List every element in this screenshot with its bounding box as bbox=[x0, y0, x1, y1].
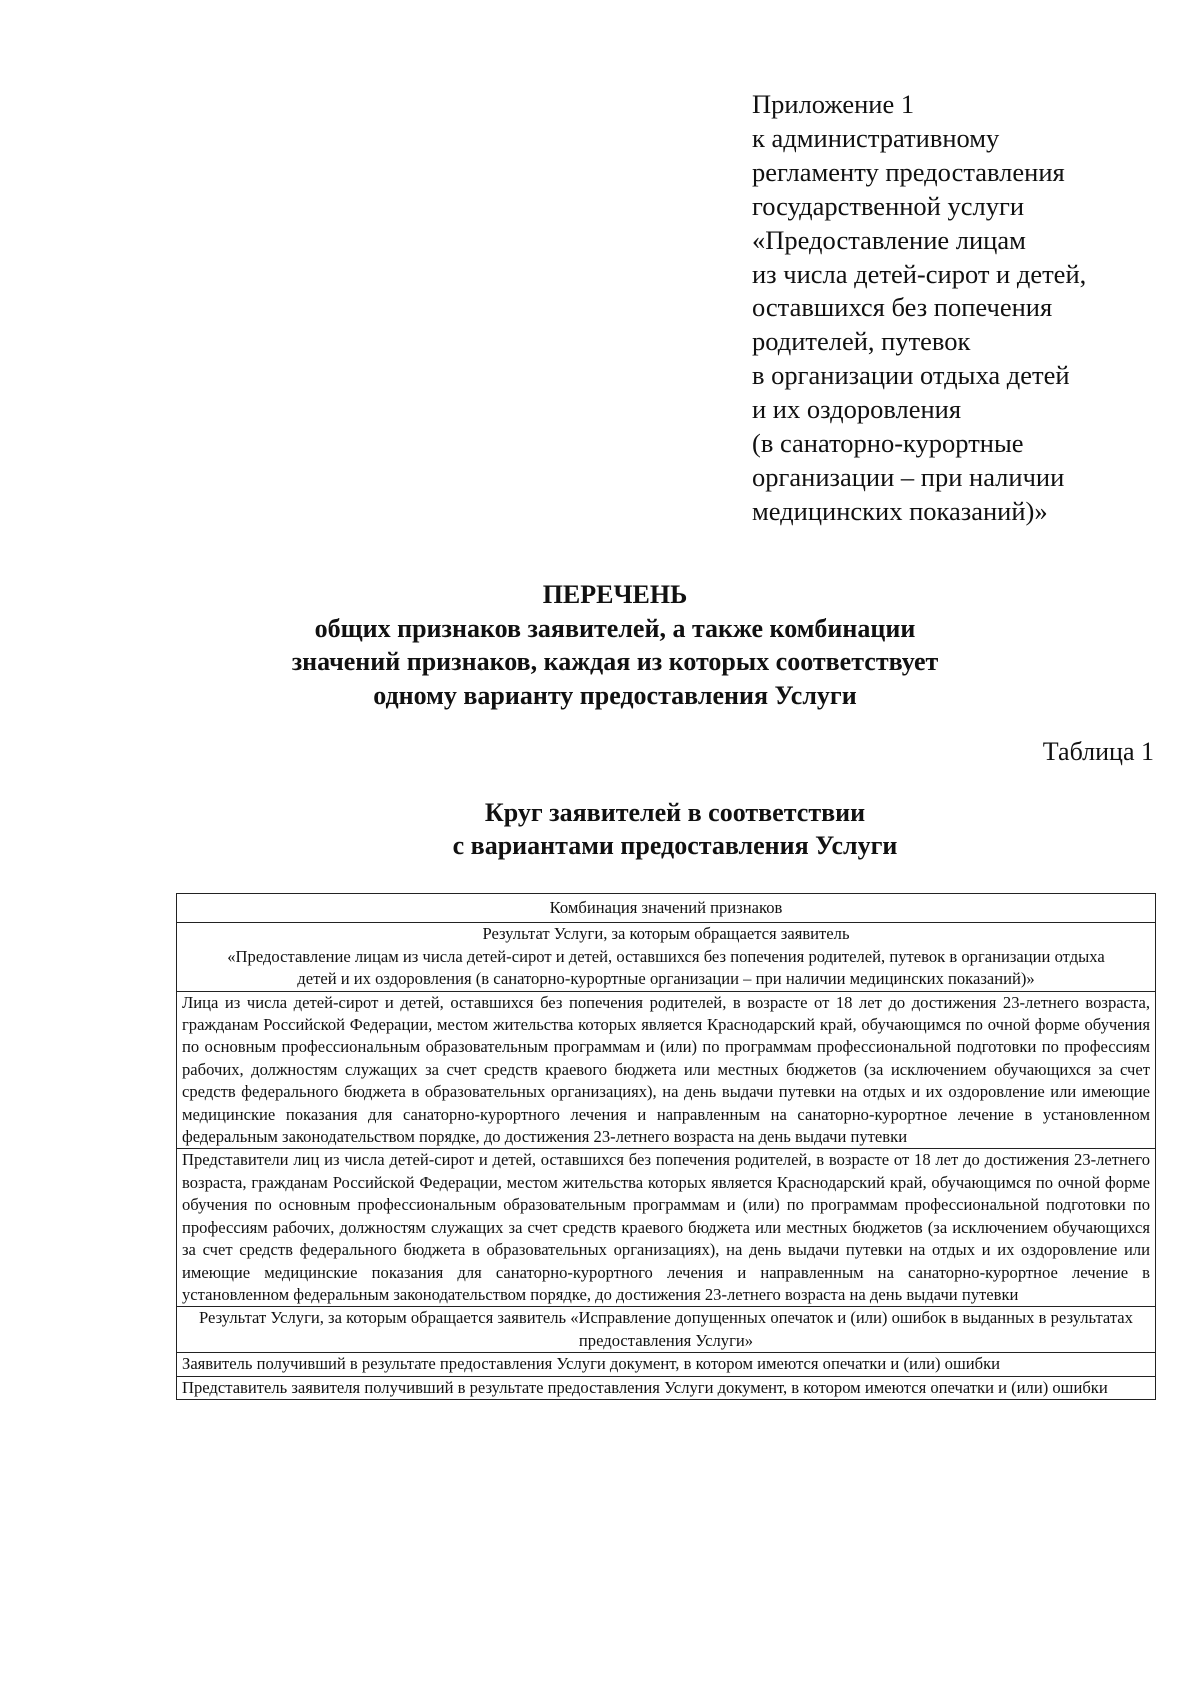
table-row bbox=[177, 1376, 1156, 1399]
appendix-line: оставшихся без попечения bbox=[752, 292, 1053, 323]
appendix-line: в организации отдыха детей bbox=[752, 360, 1070, 391]
table-header-row bbox=[177, 894, 1156, 923]
title-main: ПЕРЕЧЕНЬ bbox=[542, 580, 688, 609]
appendix-line: медицинских показаний)» bbox=[752, 495, 1048, 526]
table-title-line: с вариантами предоставления Услуги bbox=[452, 831, 898, 860]
appendix-line: организации – при наличии bbox=[752, 461, 1065, 492]
table-row bbox=[177, 991, 1156, 1149]
appendix-line: Приложение 1 bbox=[752, 89, 915, 119]
table-title-line: Круг заявителей в соответствии bbox=[484, 798, 866, 827]
table-number-label: Таблица 1 bbox=[1042, 737, 1154, 766]
appendix-line: из числа детей-сирот и детей, bbox=[752, 258, 1087, 289]
document-title bbox=[180, 578, 1050, 712]
applicants-table bbox=[176, 893, 1156, 1400]
table-section-row bbox=[177, 923, 1156, 991]
appendix-line: «Предоставление лицам bbox=[752, 224, 1026, 255]
title-line: значений признаков, каждая из которых соответствует bbox=[291, 647, 939, 676]
appendix-line: и их оздоровления bbox=[752, 394, 962, 425]
table-header-cell: Комбинация значений признаков bbox=[177, 894, 1156, 923]
table-row bbox=[177, 1353, 1156, 1376]
section-result-cell: Результат Услуги, за которым обращается заявитель «Исправление допущенных опечаток и (или) ошибок в выданных в результатах предоставления Услуги» bbox=[177, 1307, 1156, 1353]
section-result-label: Результат Услуги, за которым обращается заявитель bbox=[482, 924, 850, 944]
table-section-row bbox=[177, 1307, 1156, 1353]
appendix-line: (в санаторно-курортные bbox=[752, 428, 1024, 459]
section-result-name: «Предоставление лицам из числа детей-сирот и детей, оставшихся без попечения родителей, путевок в организации отдыха детей и их оздоровления (в санаторно-курортные организации – при наличии медицинских показаний)» bbox=[227, 946, 1105, 989]
appendix-line: родителей, путевок bbox=[752, 326, 971, 357]
appendix-block bbox=[752, 88, 1172, 529]
title-line: общих признаков заявителей, а также комбинации bbox=[314, 613, 916, 643]
table-row bbox=[177, 1149, 1156, 1307]
table-cell: Лица из числа детей-сирот и детей, оставшихся без попечения родителей, в возрасте от 18 лет до достижения 23-летнего возраста, гражданам Российской Федерации, местом жительства которых является Краснодарский край, обучающимся по очной форме обучения по основным профессиональным образовательным программам и (или) по программам профессиональной подготовки по профессиям рабочих, должностям служащих за счет средств краевого бюджета или местных бюджетов (за исключением обучающихся за счет средств федерального бюджета в образовательных организациях), на день выдачи путевки на отдых и их оздоровление или имеющие медицинские показания для санаторно-курортного лечения и направленным на санаторно-курортное лечение в установленном федеральным законодательством порядке, до достижения 23-летнего возраста на день выдачи путевки bbox=[177, 991, 1156, 1149]
table-cell: Заявитель получивший в результате предоставления Услуги документ, в котором имеются опечатки и (или) ошибки bbox=[177, 1353, 1156, 1376]
table-title bbox=[300, 796, 1050, 862]
title-line: одному варианту предоставления Услуги bbox=[373, 680, 857, 710]
appendix-line: к административному bbox=[752, 122, 1000, 153]
section-result-cell bbox=[177, 923, 1156, 991]
table-cell: Представители лиц из числа детей-сирот и детей, оставшихся без попечения родителей, в возрасте от 18 лет до достижения 23-летнего возраста, гражданам Российской Федерации, местом жительства которых является Краснодарский край, обучающимся по очной форме обучения по основным профессиональным образовательным программам и (или) по программам профессиональной подготовки по профессиям рабочих, должностям служащих за счет средств краевого бюджета или местных бюджетов (за исключением обучающихся за счет средств федерального бюджета в образовательных организациях), на день выдачи путевки на отдых и их оздоровление или имеющие медицинские показания для санаторно-курортного лечения и направленным на санаторно-курортное лечение в установленном федеральным законодательством порядке, до достижения 23-летнего возраста на день выдачи путевки bbox=[177, 1149, 1156, 1307]
table-cell: Представитель заявителя получивший в результате предоставления Услуги документ, в котором имеются опечатки и (или) ошибки bbox=[177, 1376, 1156, 1399]
appendix-line: государственной услуги bbox=[752, 190, 1025, 221]
appendix-line: регламенту предоставления bbox=[752, 156, 1065, 187]
